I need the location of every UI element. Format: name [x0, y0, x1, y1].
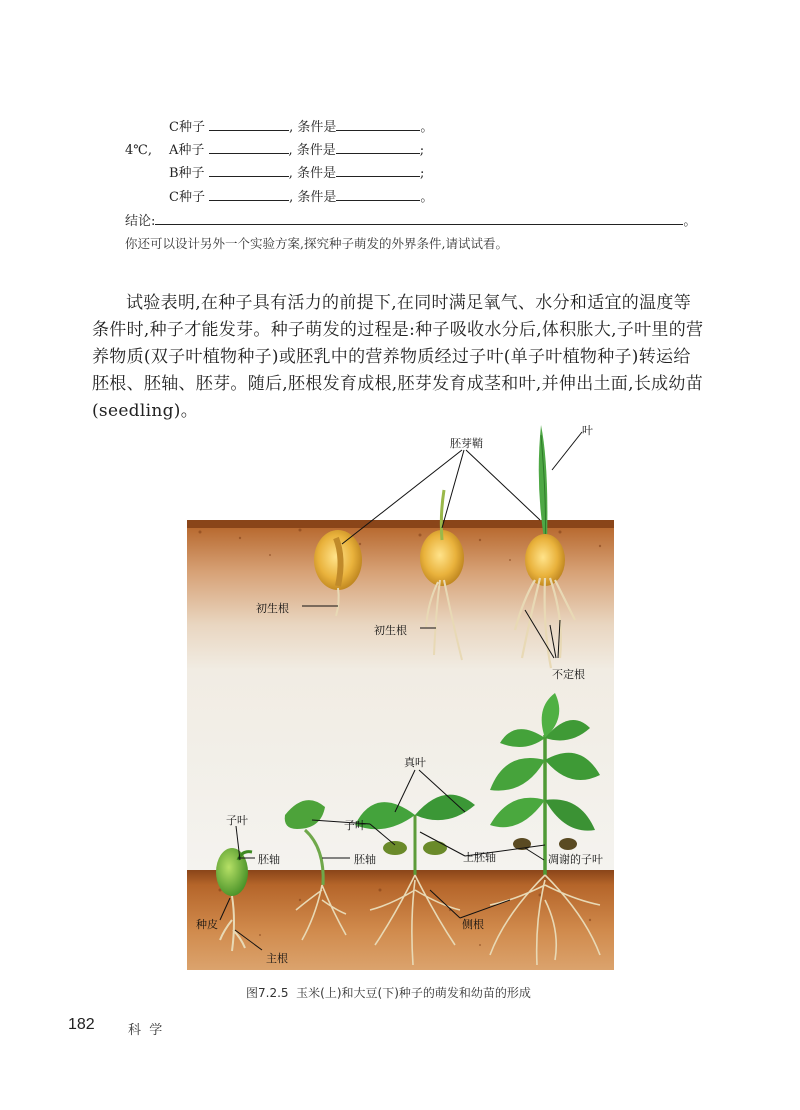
seed-label: B种子: [169, 166, 205, 181]
label-primary-root-2: 初生根: [374, 624, 407, 637]
row-2: 4℃, A种子 , 条件是 ;: [125, 139, 424, 158]
figure-illustration: [0, 420, 800, 980]
label-cotyledon-1: 子叶: [226, 814, 248, 827]
label-adventitious-root: 不定根: [552, 668, 585, 681]
row-1: C种子 , 条件是 。: [125, 116, 433, 135]
row-3: B种子 , 条件是 ;: [125, 162, 424, 181]
seed-label: A种子: [169, 143, 205, 158]
label-main-root: 主根: [266, 952, 288, 965]
label-leaf: 叶: [582, 424, 593, 437]
conclusion-row: 结论: 。: [125, 210, 696, 229]
condition-blank[interactable]: [336, 116, 420, 131]
answer-blank[interactable]: [209, 116, 289, 131]
subject-label: 科 学: [128, 1023, 163, 1038]
hint-text: 你还可以设计另外一个实验方案,探究种子萌发的外界条件,请试试看。: [125, 236, 508, 251]
answer-blank[interactable]: [209, 162, 289, 177]
condition-blank[interactable]: [336, 139, 420, 154]
label-cotyledon-2: 子叶: [344, 819, 366, 832]
seed-label: C种子: [169, 190, 205, 205]
row-4: C种子 , 条件是 。: [125, 186, 433, 205]
conclusion-blank[interactable]: [155, 210, 683, 225]
conclusion-label: 结论:: [125, 214, 156, 229]
answer-blank[interactable]: [209, 139, 289, 154]
condition-blank[interactable]: [336, 162, 420, 177]
germination-figure: [0, 420, 800, 980]
bottom-soil: [187, 870, 614, 970]
worksheet: [0, 0, 800, 250]
label-withered-cotyledon: 凋谢的子叶: [548, 853, 603, 866]
label-hypocotyl-1: 胚轴: [258, 853, 280, 866]
label-epicotyl: 上胚轴: [463, 851, 496, 864]
label-primary-root-1: 初生根: [256, 602, 289, 615]
page-number: 182: [68, 1016, 95, 1033]
label-coleoptile: 胚芽鞘: [450, 437, 483, 450]
figure-caption: 图7.2.5 玉米(上)和大豆(下)种子的萌发和幼苗的形成: [246, 986, 531, 1000]
label-seed-coat: 种皮: [196, 918, 218, 931]
body-paragraph: 试验表明,在种子具有活力的前提下,在同时满足氧气、水分和适宜的温度等条件时,种子才能发芽。种子萌发的过程是:种子吸收水分后,体积胀大,子叶里的营养物质(双子叶植物种子)或胚乳中的营养物质经过子叶(单子叶植物种子)转运给胚根、胚轴、胚芽。随后,胚根发育成根,胚芽发育成茎和叶,并伸出土面,长成幼苗(seedling)。: [92, 293, 704, 421]
seed-label: C种子: [169, 120, 205, 135]
label-lateral-root: 侧根: [462, 918, 484, 931]
label-hypocotyl-2: 胚轴: [354, 853, 376, 866]
condition-blank[interactable]: [336, 186, 420, 201]
label-true-leaf: 真叶: [404, 756, 426, 769]
answer-blank[interactable]: [209, 186, 289, 201]
